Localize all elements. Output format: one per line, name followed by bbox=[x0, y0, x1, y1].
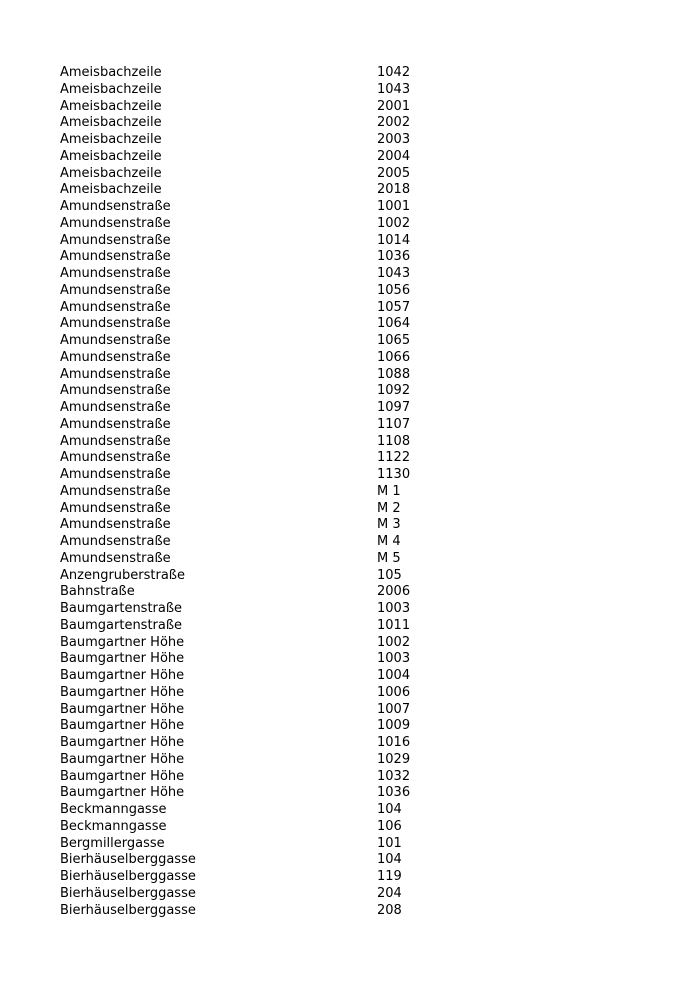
street-name: Amundsenstraße bbox=[60, 199, 171, 214]
house-number: 1088 bbox=[377, 366, 411, 382]
street-name: Baumgartner Höhe bbox=[60, 735, 185, 750]
street-name: Amundsenstraße bbox=[60, 467, 171, 482]
house-number: M 5 bbox=[377, 550, 401, 566]
house-number: 1007 bbox=[377, 701, 411, 717]
street-name: Ameisbachzeile bbox=[60, 182, 162, 198]
house-number: M 2 bbox=[377, 500, 401, 516]
street-name: Ameisbachzeile bbox=[60, 65, 162, 80]
house-number: M 1 bbox=[377, 483, 401, 499]
house-number: 101 bbox=[377, 835, 402, 851]
house-number: 1001 bbox=[377, 199, 411, 214]
list-item bbox=[60, 635, 520, 652]
street-name: Bierhäuselberggasse bbox=[60, 885, 196, 901]
list-item bbox=[60, 785, 520, 802]
street-name: Ameisbachzeile bbox=[60, 165, 162, 181]
list-item bbox=[60, 115, 520, 132]
street-name: Baumgartner Höhe bbox=[60, 751, 185, 767]
house-number: 119 bbox=[377, 869, 402, 884]
list-item bbox=[60, 668, 520, 685]
street-name: Baumgartner Höhe bbox=[60, 785, 185, 801]
list-item bbox=[60, 534, 520, 551]
house-number: 2005 bbox=[377, 165, 411, 181]
street-name: Ameisbachzeile bbox=[60, 81, 162, 97]
list-item bbox=[60, 333, 520, 350]
house-number: 1036 bbox=[377, 249, 411, 265]
list-item bbox=[60, 735, 520, 752]
list-item bbox=[60, 65, 520, 82]
house-number: 208 bbox=[377, 902, 402, 918]
street-name: Amundsenstraße bbox=[60, 333, 171, 348]
list-item bbox=[60, 249, 520, 266]
street-name: Amundsenstraße bbox=[60, 282, 171, 298]
list-item bbox=[60, 819, 520, 836]
house-number: 1056 bbox=[377, 282, 411, 298]
street-name: Amundsenstraße bbox=[60, 266, 171, 281]
street-name: Ameisbachzeile bbox=[60, 115, 162, 131]
list-item bbox=[60, 869, 520, 886]
house-number: 2001 bbox=[377, 98, 411, 114]
street-name: Ameisbachzeile bbox=[60, 148, 162, 164]
street-name: Baumgartner Höhe bbox=[60, 634, 185, 650]
house-number: 1107 bbox=[377, 416, 411, 432]
list-item bbox=[60, 551, 520, 568]
house-number: 2002 bbox=[377, 115, 411, 131]
house-number: 1043 bbox=[377, 81, 411, 97]
street-name: Bergmillergasse bbox=[60, 835, 165, 851]
street-name: Bierhäuselberggasse bbox=[60, 852, 196, 868]
street-name: Amundsenstraße bbox=[60, 550, 171, 566]
list-item bbox=[60, 182, 520, 199]
street-name: Baumgartner Höhe bbox=[60, 668, 185, 683]
street-name: Bierhäuselberggasse bbox=[60, 869, 196, 884]
list-item bbox=[60, 718, 520, 735]
list-item bbox=[60, 450, 520, 467]
list-item bbox=[60, 601, 520, 618]
house-number: 1042 bbox=[377, 65, 411, 80]
street-name: Baumgartner Höhe bbox=[60, 684, 185, 700]
list-item bbox=[60, 802, 520, 819]
street-name: Ameisbachzeile bbox=[60, 132, 162, 147]
street-name: Amundsenstraße bbox=[60, 500, 171, 516]
list-item bbox=[60, 584, 520, 601]
list-item bbox=[60, 199, 520, 216]
street-name: Amundsenstraße bbox=[60, 400, 171, 415]
house-number: 106 bbox=[377, 818, 402, 834]
list-item bbox=[60, 618, 520, 635]
list-item bbox=[60, 836, 520, 853]
street-name: Baumgartner Höhe bbox=[60, 651, 185, 667]
street-name: Bierhäuselberggasse bbox=[60, 902, 196, 918]
house-number: 1016 bbox=[377, 735, 411, 750]
list-item bbox=[60, 501, 520, 518]
street-name: Amundsenstraße bbox=[60, 215, 171, 231]
street-name: Anzengruberstraße bbox=[60, 567, 185, 583]
street-name: Ameisbachzeile bbox=[60, 98, 162, 114]
list-item bbox=[60, 903, 520, 920]
list-item bbox=[60, 383, 520, 400]
house-number: 1006 bbox=[377, 684, 411, 700]
list-item bbox=[60, 216, 520, 233]
list-item bbox=[60, 166, 520, 183]
list-item bbox=[60, 132, 520, 149]
street-name: Amundsenstraße bbox=[60, 299, 171, 315]
street-name: Amundsenstraße bbox=[60, 416, 171, 432]
list-item bbox=[60, 484, 520, 501]
list-item bbox=[60, 266, 520, 283]
street-name: Amundsenstraße bbox=[60, 433, 171, 449]
list-item bbox=[60, 685, 520, 702]
house-number: 1122 bbox=[377, 450, 411, 466]
house-number: 105 bbox=[377, 567, 402, 583]
street-name: Amundsenstraße bbox=[60, 366, 171, 382]
street-name: Amundsenstraße bbox=[60, 483, 171, 499]
list-item bbox=[60, 283, 520, 300]
street-name: Amundsenstraße bbox=[60, 517, 171, 533]
house-number: 1130 bbox=[377, 467, 411, 482]
list-item bbox=[60, 568, 520, 585]
street-name: Amundsenstraße bbox=[60, 450, 171, 466]
list-item bbox=[60, 82, 520, 99]
house-number: M 4 bbox=[377, 534, 401, 549]
house-number: M 3 bbox=[377, 517, 401, 533]
house-number: 1043 bbox=[377, 266, 411, 281]
house-number: 2004 bbox=[377, 148, 411, 164]
street-name: Beckmanngasse bbox=[60, 802, 167, 817]
house-number: 1014 bbox=[377, 232, 411, 248]
street-name: Baumgartner Höhe bbox=[60, 701, 185, 717]
street-name: Amundsenstraße bbox=[60, 349, 171, 365]
street-name: Baumgartenstraße bbox=[60, 617, 183, 633]
house-number: 1002 bbox=[377, 215, 411, 231]
house-number: 104 bbox=[377, 802, 402, 817]
list-item bbox=[60, 367, 520, 384]
list-item bbox=[60, 651, 520, 668]
street-name: Beckmanngasse bbox=[60, 818, 167, 834]
list-item bbox=[60, 702, 520, 719]
list-item bbox=[60, 417, 520, 434]
house-number: 1092 bbox=[377, 383, 411, 399]
list-item bbox=[60, 886, 520, 903]
street-name: Amundsenstraße bbox=[60, 534, 171, 549]
house-number: 1003 bbox=[377, 601, 411, 616]
list-item bbox=[60, 467, 520, 484]
house-number: 1032 bbox=[377, 768, 411, 784]
street-name: Amundsenstraße bbox=[60, 232, 171, 248]
street-name: Bahnstraße bbox=[60, 584, 135, 600]
house-number: 204 bbox=[377, 885, 402, 901]
street-name: Amundsenstraße bbox=[60, 316, 171, 332]
house-number: 104 bbox=[377, 852, 402, 868]
house-number: 1003 bbox=[377, 651, 411, 667]
house-number: 1057 bbox=[377, 299, 411, 315]
street-name: Baumgartner Höhe bbox=[60, 768, 185, 784]
house-number: 1066 bbox=[377, 349, 411, 365]
house-number: 1011 bbox=[377, 617, 411, 633]
list-item bbox=[60, 316, 520, 333]
street-name: Amundsenstraße bbox=[60, 249, 171, 265]
house-number: 2006 bbox=[377, 584, 411, 600]
list-item bbox=[60, 769, 520, 786]
house-number: 1097 bbox=[377, 400, 411, 415]
house-number: 1065 bbox=[377, 333, 411, 348]
list-item bbox=[60, 233, 520, 250]
house-number: 1036 bbox=[377, 785, 411, 801]
house-number: 1064 bbox=[377, 316, 411, 332]
list-item bbox=[60, 517, 520, 534]
list-item bbox=[60, 852, 520, 869]
list-item bbox=[60, 752, 520, 769]
address-list bbox=[60, 65, 520, 919]
house-number: 2018 bbox=[377, 182, 411, 198]
street-name: Baumgartner Höhe bbox=[60, 718, 185, 734]
street-name: Baumgartenstraße bbox=[60, 601, 183, 616]
list-item bbox=[60, 149, 520, 166]
list-item bbox=[60, 350, 520, 367]
street-name: Amundsenstraße bbox=[60, 383, 171, 399]
house-number: 1002 bbox=[377, 634, 411, 650]
house-number: 1009 bbox=[377, 718, 411, 734]
list-item bbox=[60, 300, 520, 317]
house-number: 1004 bbox=[377, 668, 411, 683]
list-item bbox=[60, 400, 520, 417]
house-number: 2003 bbox=[377, 132, 411, 147]
house-number: 1108 bbox=[377, 433, 411, 449]
list-item bbox=[60, 99, 520, 116]
list-item bbox=[60, 434, 520, 451]
house-number: 1029 bbox=[377, 751, 411, 767]
